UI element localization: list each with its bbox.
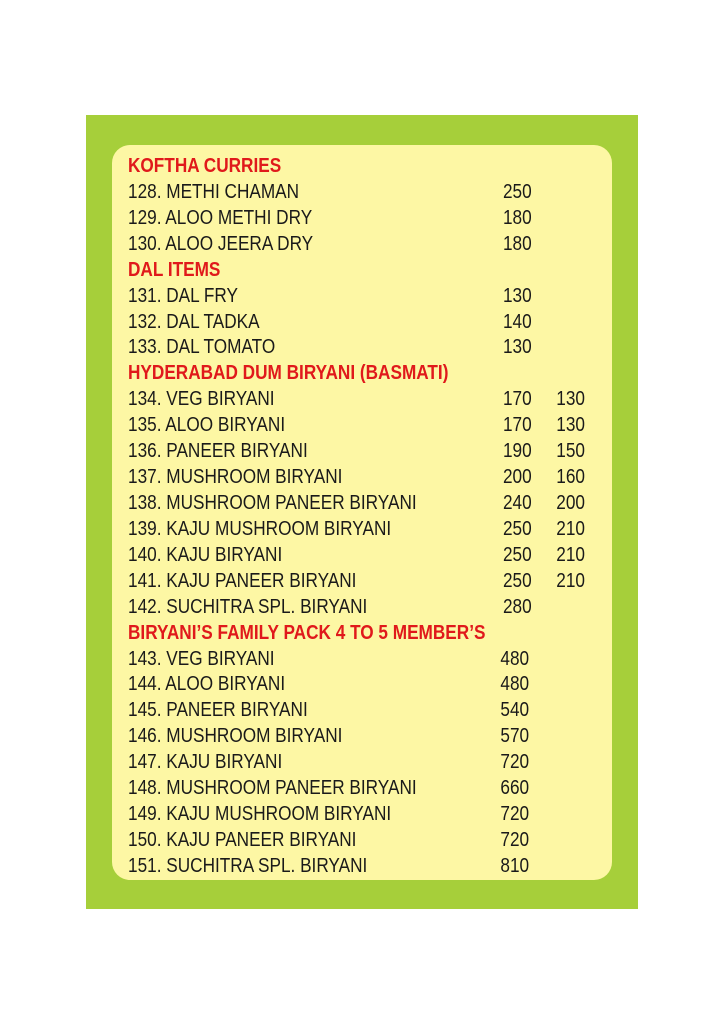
menu-item: 144. ALOO BIRYANI 480 [128, 673, 530, 696]
menu-item: 130. ALOO JEERA DRY 180 [128, 232, 532, 255]
section-heading-dal-items: DAL ITEMS [128, 258, 221, 281]
menu-item: 146. MUSHROOM BIRYANI 570 [128, 725, 530, 748]
menu-list [128, 154, 598, 880]
menu-item: 149. KAJU MUSHROOM BIRYANI 720 [128, 803, 530, 826]
section-heading-hyderabad-dum-biryani: HYDERABAD DUM BIRYANI (BASMATI) [128, 362, 449, 385]
menu-item: 129. ALOO METHI DRY 180 [128, 206, 532, 229]
menu-item: 141. KAJU PANEER BIRYANI 250 210 [128, 569, 585, 592]
menu-item: 151. SUCHITRA SPL. BIRYANI 810 [128, 854, 530, 877]
menu-item: 139. KAJU MUSHROOM BIRYANI 250 210 [128, 517, 585, 540]
menu-item: 147. KAJU BIRYANI 720 [128, 751, 530, 774]
section-heading-koftha-curries: KOFTHA CURRIES [128, 155, 282, 177]
menu-item: 133. DAL TOMATO 130 [128, 336, 532, 359]
menu-item: 137. MUSHROOM BIRYANI 200 160 [128, 466, 585, 489]
menu-item: 143. VEG BIRYANI 480 [128, 647, 530, 670]
section-heading-family-pack: BIRYANI’S FAMILY PACK 4 TO 5 MEMBER’S [128, 621, 486, 644]
menu-item: 132. DAL TADKA 140 [128, 310, 532, 333]
menu-item: 145. PANEER BIRYANI 540 [128, 699, 530, 722]
menu-item: 148. MUSHROOM PANEER BIRYANI 660 [128, 777, 530, 800]
menu-item: 140. KAJU BIRYANI 250 210 [128, 543, 585, 566]
menu-item: 136. PANEER BIRYANI 190 150 [128, 440, 585, 463]
menu-item: 131. DAL FRY 130 [128, 284, 532, 307]
menu-item: 128. METHI CHAMAN 250 [128, 180, 532, 203]
menu-item: 150. KAJU PANEER BIRYANI 720 [128, 828, 530, 851]
menu-item: 138. MUSHROOM PANEER BIRYANI 240 200 [128, 491, 585, 514]
menu-item: 135. ALOO BIRYANI 170 130 [128, 414, 585, 437]
menu-item: 134. VEG BIRYANI 170 130 [128, 388, 585, 411]
menu-item: 142. SUCHITRA SPL. BIRYANI 280 [128, 595, 532, 618]
